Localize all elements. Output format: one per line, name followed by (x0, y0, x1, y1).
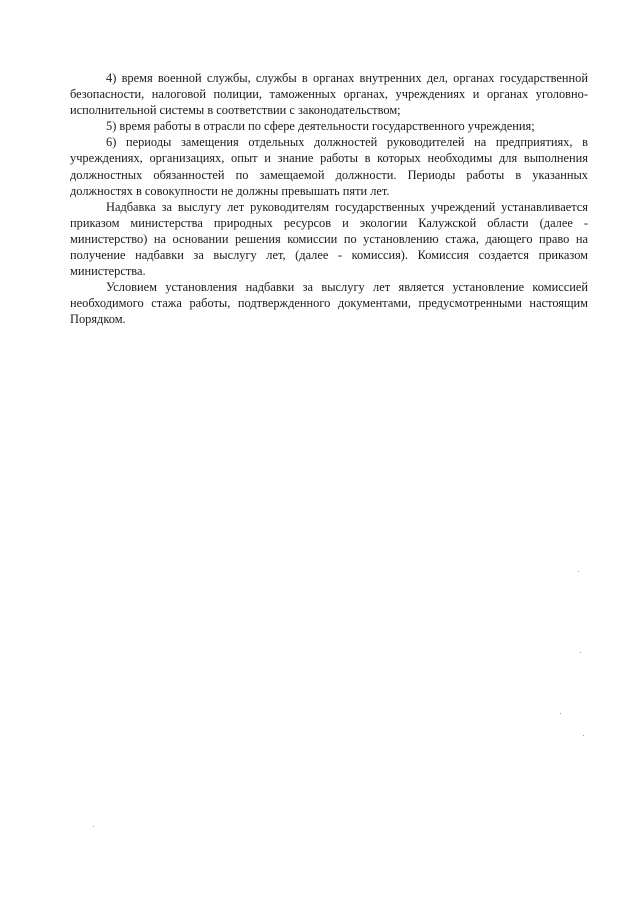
paragraph-military-service: 4) время военной службы, службы в органах внутренних дел, органах государственной безопасности, налоговой полиции, таможенных органах, учреждениях и органах уголовно-исполнительной системы в соответствии с законодательством; (70, 71, 588, 118)
document-body (70, 70, 588, 328)
scan-speck (580, 652, 581, 653)
paragraph-seniority-bonus: Надбавка за выслугу лет руководителям государственных учреждений устанавливается приказом министерства природных ресурсов и экологии Калужской области (далее - министерство) на основании решения комиссии по установлению стажа, дающего право на получение надбавки за выслугу лет, (далее - комиссия). Комиссия создается приказом министерства. (70, 199, 588, 279)
paragraph-management-positions: 6) периоды замещения отдельных должностей руководителей на предприятиях, в учреждениях, организациях, опыт и знание работы в которых необходимы для выполнения должностных обязанностей по замещаемой должности. Периоды работы в указанных должностях в совокупности не должны превышать пяти лет. (70, 135, 588, 198)
scan-speck (560, 713, 561, 714)
scan-speck (583, 735, 584, 736)
scan-speck (578, 571, 579, 572)
paragraph-industry-work: 5) время работы в отрасли по сфере деятельности государственного учреждения; (106, 119, 535, 134)
paragraph-bonus-condition: Условием установления надбавки за выслугу лет является установление комиссией необходимого стажа работы, подтвержденного документами, предусмотренными настоящим Порядком. (70, 280, 588, 327)
scan-speck (93, 826, 94, 827)
